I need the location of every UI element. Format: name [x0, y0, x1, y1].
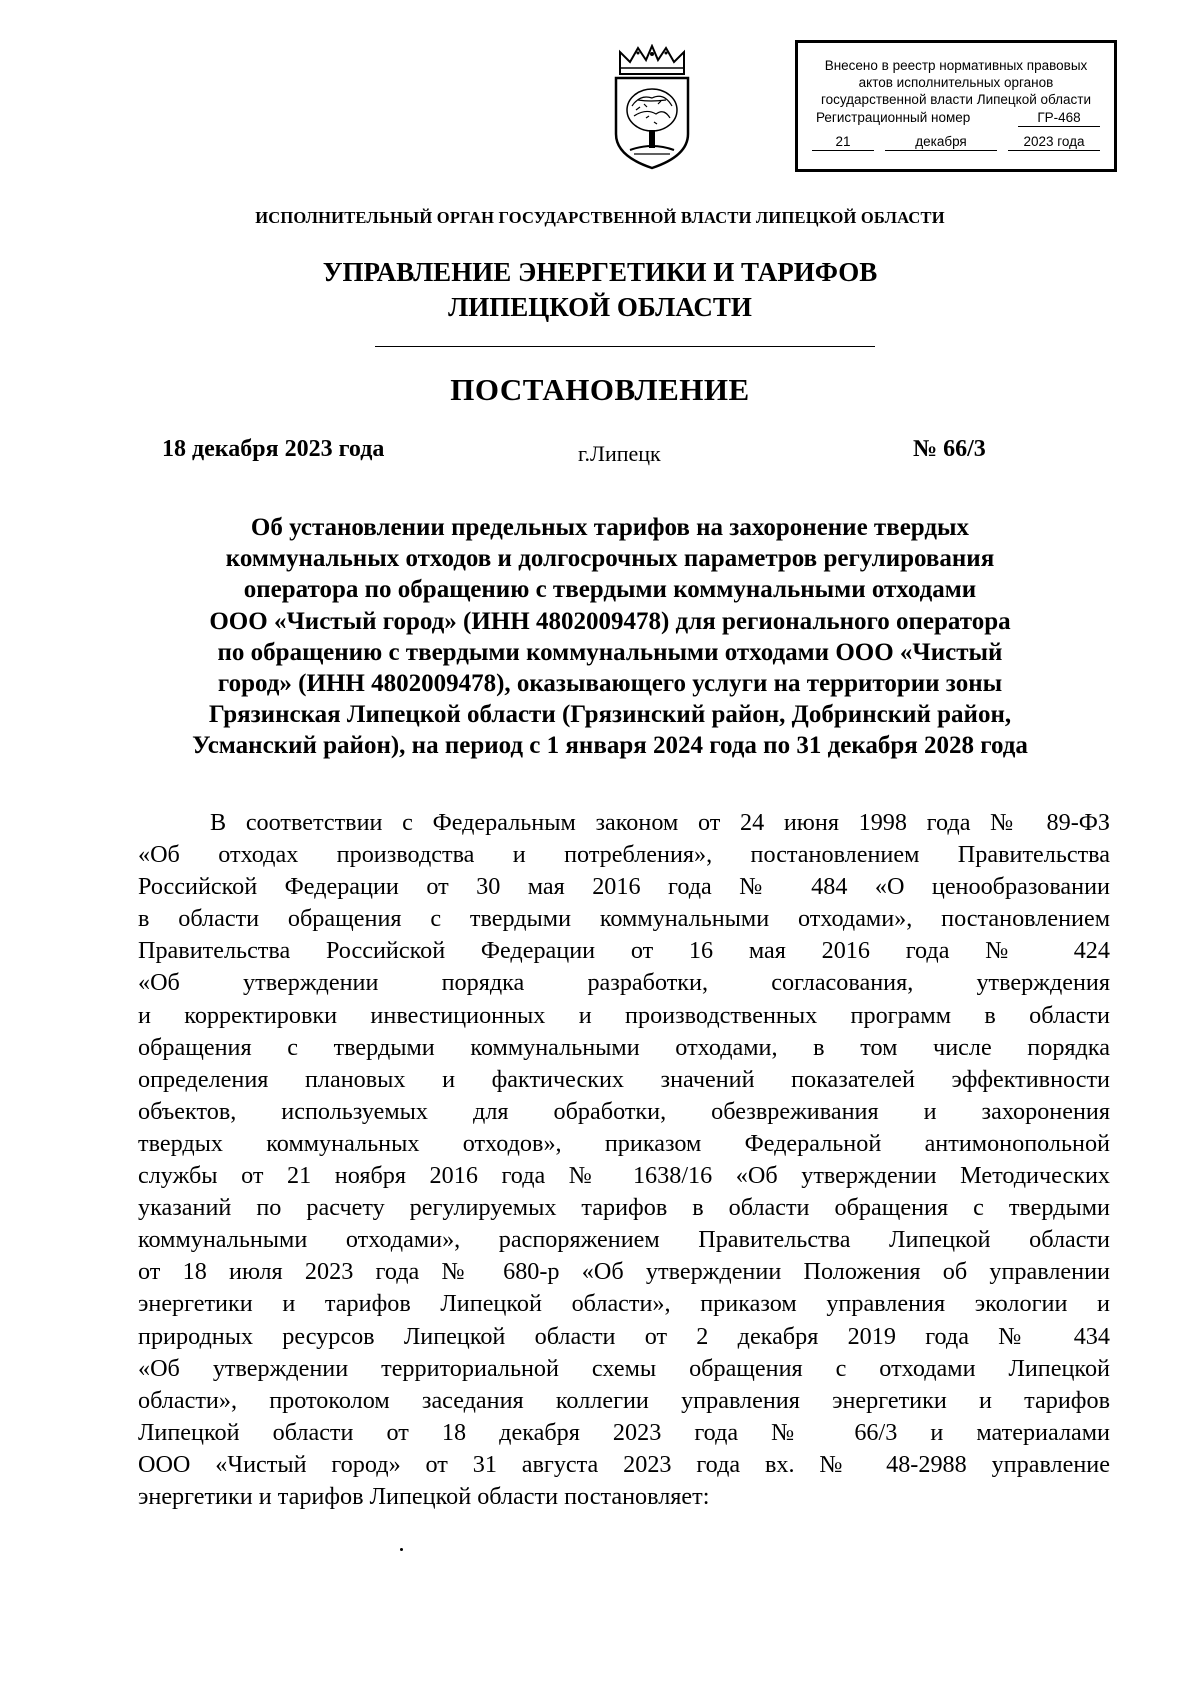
- body-line: в области обращения с твердыми коммунальными отходами», постановлением: [138, 905, 1110, 933]
- stamp-month: декабря: [885, 133, 997, 151]
- body-line: области», протоколом заседания коллегии управления энергетики и тарифов: [138, 1386, 1110, 1414]
- document-number: № 66/3: [913, 436, 986, 462]
- body-line: коммунальными отходами», распоряжением Правительства Липецкой области: [138, 1226, 1110, 1254]
- department-heading: [0, 255, 1200, 325]
- coat-of-arms-icon: [606, 44, 698, 174]
- title-line: город» (ИНН 4802009478), оказывающего услуги на территории зоны: [217, 670, 1003, 698]
- body-line: Российской Федерации от 30 мая 2016 года № 484 «О ценообразовании: [138, 873, 1110, 901]
- registry-stamp: [795, 40, 1117, 172]
- body-line: твердых коммунальных отходов», приказом Федеральной антимонопольной: [138, 1129, 1110, 1157]
- stamp-registration-label: Регистрационный номер: [816, 110, 971, 125]
- body-line: обращения с твердыми коммунальными отходами, в том числе порядка: [138, 1033, 1110, 1061]
- body-line: энергетики и тарифов Липецкой области», приказом управления экологии и: [138, 1290, 1110, 1318]
- body-line: Липецкой области от 18 декабря 2023 года № 66/3 и материалами: [138, 1418, 1110, 1446]
- title-line: Об установлении предельных тарифов на захоронение твердых: [250, 514, 970, 541]
- body-line: от 18 июля 2023 года № 680-р «Об утверждении Положения об управлении: [138, 1258, 1110, 1286]
- title-line: по обращению с твердыми коммунальными отходами ООО «Чистый: [217, 638, 1003, 666]
- document-type: ПОСТАНОВЛЕНИЕ: [450, 372, 750, 407]
- stamp-line-1: Внесено в реестр нормативных правовых: [824, 58, 1088, 73]
- stamp-year: 2023 года: [1008, 133, 1100, 151]
- title-line: ООО «Чистый город» (ИНН 4802009478) для регионального оператора: [209, 607, 1011, 635]
- body-paragraph: [138, 807, 1110, 1513]
- stamp-line-3: государственной власти Липецкой области: [820, 92, 1092, 107]
- body-line: определения плановых и фактических значений показателей эффективности: [138, 1065, 1110, 1093]
- body-line: «Об утверждении территориальной схемы обращения с отходами Липецкой: [138, 1354, 1110, 1382]
- body-line: объектов, используемых для обработки, обезвреживания и захоронения: [138, 1097, 1110, 1125]
- authority-heading: ИСПОЛНИТЕЛЬНЫЙ ОРГАН ГОСУДАРСТВЕННОЙ ВЛАСТИ ЛИПЕЦКОЙ ОБЛАСТИ: [255, 208, 945, 227]
- header-divider: [375, 346, 875, 347]
- document-city: г.Липецк: [578, 441, 661, 466]
- body-line: указаний по расчету регулируемых тарифов в области обращения с твердыми: [138, 1194, 1110, 1222]
- stamp-registration-number: ГР-468: [1018, 109, 1100, 127]
- title-line: Усманский район), на период с 1 января 2024 года по 31 декабря 2028 года: [192, 732, 1028, 760]
- stamp-line-2: актов исполнительных органов: [858, 75, 1054, 90]
- body-line: ООО «Чистый город» от 31 августа 2023 года вх. № 48-2988 управление: [138, 1450, 1110, 1478]
- body-line: «Об отходах производства и потребления», постановлением Правительства: [138, 841, 1110, 869]
- document-title: [120, 512, 1100, 762]
- body-line: природных ресурсов Липецкой области от 2 декабря 2019 года № 434: [138, 1322, 1110, 1350]
- stamp-day: 21: [812, 133, 874, 151]
- scan-speck: [400, 1548, 403, 1551]
- body-line: службы от 21 ноября 2016 года № 1638/16 «Об утверждении Методических: [138, 1162, 1110, 1190]
- title-line: оператора по обращению с твердыми коммунальными отходами: [243, 576, 977, 604]
- stamp-date-row: [798, 133, 1114, 151]
- title-line: коммунальных отходов и долгосрочных параметров регулирования: [225, 545, 995, 573]
- body-line: В соответствии с Федеральным законом от 24 июня 1998 года № 89-ФЗ: [210, 809, 1110, 836]
- title-line: Грязинская Липецкой области (Грязинский район, Добринский район,: [208, 701, 1012, 729]
- document-date: 18 декабря 2023 года: [162, 436, 385, 462]
- department-line-2: ЛИПЕЦКОЙ ОБЛАСТИ: [448, 292, 752, 322]
- body-line: «Об утверждении порядка разработки, согласования, утверждения: [138, 969, 1110, 997]
- body-line: энергетики и тарифов Липецкой области постановляет:: [138, 1482, 710, 1510]
- body-line: и корректировки инвестиционных и производственных программ в области: [138, 1001, 1110, 1029]
- department-line-1: УПРАВЛЕНИЕ ЭНЕРГЕТИКИ И ТАРИФОВ: [322, 257, 878, 287]
- body-line: Правительства Российской Федерации от 16 мая 2016 года № 424: [138, 937, 1110, 965]
- stamp-registration-row: [798, 109, 1114, 127]
